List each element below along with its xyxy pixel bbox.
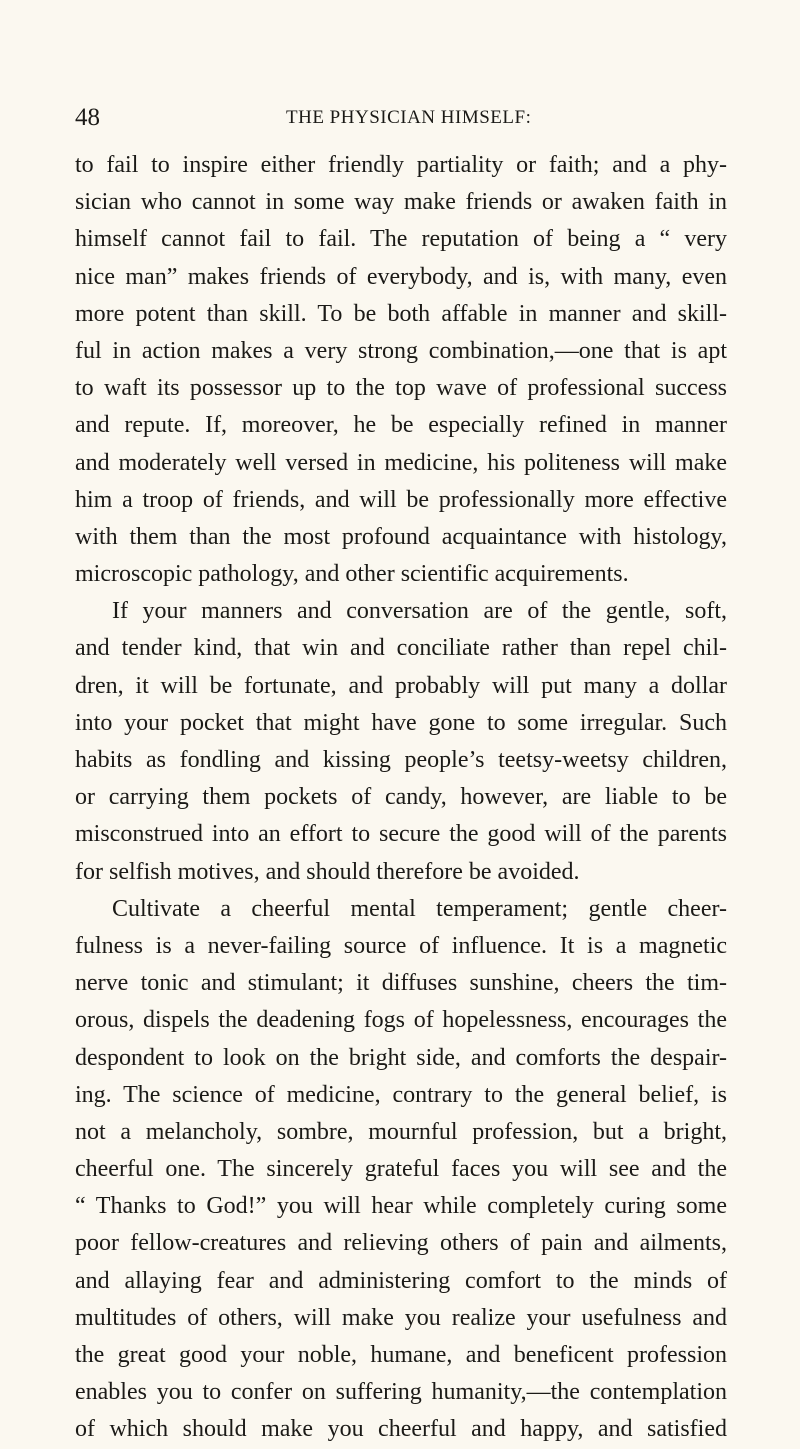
text-line: and repute. If, moreover, he be especially refined in manner <box>75 412 727 439</box>
text-line: dren, it will be fortunate, and probably will put many a dollar <box>75 672 727 699</box>
text-line: If your manners and conversation are of the gentle, soft, <box>112 598 727 625</box>
text-line: ing. The science of medicine, contrary to the general belief, is <box>75 1081 727 1108</box>
text-line: habits as fondling and kissing people’s teetsy-weetsy children, <box>75 747 727 773</box>
text-line: Cultivate a cheerful mental temperament; gentle cheer- <box>112 895 727 922</box>
body-text <box>75 147 727 1449</box>
text-line: microscopic pathology, and other scientific acquirements. <box>75 561 629 588</box>
text-line: and allaying fear and administering comfort to the minds of <box>75 1267 727 1294</box>
text-line: multitudes of others, will make you realize your usefulness and <box>75 1304 727 1331</box>
text-line: cheerful one. The sincerely grateful faces you will see and the <box>75 1156 727 1183</box>
page-number: 48 <box>75 104 100 131</box>
text-line: for selfish motives, and should therefore be avoided. <box>75 858 580 885</box>
text-line: not a melancholy, sombre, mournful profession, but a bright, <box>75 1118 727 1145</box>
text-line: and tender kind, that win and conciliate rather than repel chil- <box>75 635 727 662</box>
text-line: nerve tonic and stimulant; it diffuses sunshine, cheers the tim- <box>75 970 727 997</box>
text-line: the great good your noble, humane, and beneficent profession <box>75 1342 727 1368</box>
text-line: of which should make you cheerful and happy, and satisfied <box>75 1416 727 1443</box>
text-line: “ Thanks to God!” you will hear while completely curing some <box>75 1193 727 1220</box>
text-line: himself cannot fail to fail. The reputation of being a “ very <box>75 226 727 253</box>
text-line: ful in action makes a very strong combination,—one that is apt <box>75 337 727 364</box>
text-line: poor fellow-creatures and relieving others of pain and ailments, <box>75 1230 727 1257</box>
text-line: nice man” makes friends of everybody, and is, with many, even <box>75 263 727 290</box>
text-line: enables you to confer on suffering humanity,—the contemplation <box>75 1379 727 1406</box>
text-line: and moderately well versed in medicine, his politeness will make <box>75 449 727 476</box>
text-line: to waft its possessor up to the top wave of professional success <box>75 375 727 402</box>
text-line: to fail to inspire either friendly partiality or faith; and a phy- <box>75 152 727 178</box>
running-head <box>0 100 800 136</box>
text-line: fulness is a never-failing source of influence. It is a magnetic <box>75 932 727 959</box>
text-line: more potent than skill. To be both affable in manner and skill- <box>75 300 727 327</box>
running-title: THE PHYSICIAN HIMSELF: <box>286 107 532 128</box>
text-line: into your pocket that might have gone to some irregular. Such <box>75 709 727 736</box>
text-line: misconstrued into an effort to secure the good will of the parents <box>75 821 727 848</box>
text-line: or carrying them pockets of candy, however, are liable to be <box>75 784 727 811</box>
text-line: despondent to look on the bright side, and comforts the despair- <box>75 1044 727 1071</box>
text-line: sician who cannot in some way make friends or awaken faith in <box>75 189 727 216</box>
text-line: with them than the most profound acquaintance with histology, <box>75 523 727 550</box>
text-line: him a troop of friends, and will be professionally more effective <box>75 486 727 513</box>
text-line: orous, dispels the deadening fogs of hopelessness, encourages the <box>75 1007 727 1034</box>
